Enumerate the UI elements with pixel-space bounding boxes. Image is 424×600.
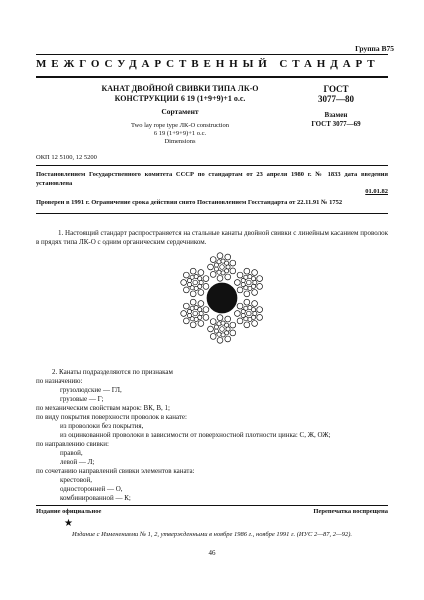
strand-wire bbox=[241, 282, 245, 286]
english-line-1: Two lay rope type ЛК-О construction bbox=[130, 122, 229, 129]
paragraph-2-heading: 2. Канаты подразделяются по признакам bbox=[52, 368, 173, 376]
strand-wire bbox=[220, 265, 225, 270]
strand-wire bbox=[237, 287, 243, 293]
top-rule bbox=[36, 54, 388, 55]
strand-wire bbox=[234, 280, 240, 286]
strand-wire bbox=[244, 299, 250, 305]
strand-wire bbox=[183, 272, 189, 278]
strand-wire bbox=[198, 270, 204, 276]
revision-note: Проверен в 1991 г. Ограничение срока действия снято Постановлением Госстандарта от 22.11.91 № 1752 bbox=[36, 199, 343, 206]
strand-wire bbox=[225, 274, 231, 280]
strand-wire bbox=[217, 275, 223, 281]
strand-wire bbox=[252, 290, 258, 296]
classification-line: по направлению свивки: bbox=[36, 440, 109, 448]
english-title bbox=[80, 122, 280, 146]
classification-line: комбинированной — К; bbox=[60, 494, 131, 502]
strand-wire bbox=[217, 337, 223, 343]
strand-wire bbox=[257, 315, 263, 321]
strand-wire bbox=[230, 322, 236, 328]
strand-wire bbox=[251, 308, 255, 312]
strand-wire bbox=[244, 275, 248, 279]
strand-wire bbox=[214, 329, 218, 333]
strand-wire bbox=[251, 277, 255, 281]
strand-wire bbox=[252, 321, 258, 327]
strand-wire bbox=[244, 291, 250, 297]
strand-wire bbox=[217, 253, 223, 259]
strand-wire bbox=[181, 311, 187, 317]
classification-line: односторонней — О, bbox=[60, 485, 123, 493]
footer-rule bbox=[36, 505, 388, 506]
strand-wire bbox=[217, 322, 221, 326]
strand-wire bbox=[198, 301, 204, 307]
paragraph-1: 1. Настоящий стандарт распространяется на стальные канаты двойной свивки с линейным касанием проволок в прядях типа ЛК-О с одним органическим сердечником. bbox=[36, 229, 388, 246]
classification-line: левой — Л; bbox=[60, 458, 95, 466]
strand-wire bbox=[224, 323, 228, 327]
strand-wire bbox=[230, 268, 236, 274]
strand-wire bbox=[193, 280, 198, 285]
strand-wire bbox=[230, 330, 236, 336]
strand-wire bbox=[187, 282, 191, 286]
strand-wire bbox=[241, 313, 245, 317]
strand-wire bbox=[203, 315, 209, 321]
classification-line: по механическим свойствам марок: ВК, В, 1; bbox=[36, 404, 170, 412]
strand-wire bbox=[230, 260, 236, 266]
standard-title bbox=[80, 84, 280, 104]
strand-wire bbox=[190, 299, 196, 305]
decree-rule bbox=[36, 213, 388, 214]
strand-wire bbox=[183, 303, 189, 309]
decree-text: Постановлением Государственного комитета СССР по стандартам от 23 апреля 1980 г. № 1833 дата введения установлена bbox=[36, 171, 388, 187]
assortment-label: Сортамент bbox=[161, 107, 199, 116]
official-edition-label: Издание официальное bbox=[36, 508, 102, 515]
banner-rule bbox=[36, 76, 388, 78]
reprint-prohibited-label: Перепечатка воспрещена bbox=[313, 508, 388, 515]
classification-line: правой, bbox=[60, 449, 83, 457]
organic-core bbox=[207, 283, 237, 313]
strand-wire bbox=[210, 271, 216, 277]
strand-wire bbox=[221, 333, 225, 337]
strand-wire bbox=[210, 319, 216, 325]
strand-wire bbox=[244, 268, 250, 274]
strand-wire bbox=[247, 280, 252, 285]
strand-wire bbox=[257, 307, 263, 313]
strand-wire bbox=[190, 306, 194, 310]
strand-wire bbox=[214, 267, 218, 271]
strand-wire bbox=[194, 317, 198, 321]
strand-wire bbox=[225, 316, 231, 322]
title-line-2: КОНСТРУКЦИИ 6 19 (1+9+9)+1 о.с. bbox=[114, 94, 246, 103]
strand-wire bbox=[208, 264, 214, 270]
classification-line: по сочетанию направлений свивки элементов каната: bbox=[36, 467, 195, 475]
okp-code: ОКП 12 5100, 12 5200 bbox=[36, 154, 97, 161]
strand-wire bbox=[203, 276, 209, 282]
classification-line: грузовые — Г; bbox=[60, 395, 104, 403]
strand-wire bbox=[181, 280, 187, 286]
replaces-block bbox=[286, 111, 386, 129]
strand-wire bbox=[183, 318, 189, 324]
strand-wire bbox=[194, 286, 198, 290]
strand-wire bbox=[217, 315, 223, 321]
strand-wire bbox=[210, 257, 216, 263]
strand-wire bbox=[248, 317, 252, 321]
strand-wire bbox=[198, 308, 202, 312]
strand-wire bbox=[247, 311, 252, 316]
english-line-3: Dimensions bbox=[164, 138, 196, 145]
classification-line: по назначению: bbox=[36, 377, 83, 385]
strand-wire bbox=[193, 311, 198, 316]
strand-wire bbox=[237, 303, 243, 309]
strand-wire bbox=[203, 284, 209, 290]
star-icon: ★ bbox=[64, 518, 73, 529]
strand-wire bbox=[220, 327, 225, 332]
strand-wire bbox=[225, 336, 231, 342]
edition-note: Издание с Изменениями № 1, 2, утвержденными в ноябре 1986 г., ноябре 1991 г. (ИУС 2—87, 2—92). bbox=[71, 531, 353, 538]
group-label: Группа В75 bbox=[355, 44, 394, 53]
strand-wire bbox=[248, 286, 252, 290]
strand-wire bbox=[190, 275, 194, 279]
strand-wire bbox=[190, 268, 196, 274]
strand-wire bbox=[203, 307, 209, 313]
strand-wire bbox=[244, 322, 250, 328]
interstate-standard-banner: МЕЖГОСУДАРСТВЕННЫЙ СТАНДАРТ bbox=[36, 58, 380, 70]
gost-number: 3077—80 bbox=[318, 94, 354, 104]
strand-wire bbox=[225, 254, 231, 260]
english-line-2: 6 19 (1+9+9)+1 о.с. bbox=[153, 130, 207, 137]
strand-wire bbox=[252, 301, 258, 307]
classification-line: из проволоки без покрытия, bbox=[60, 422, 144, 430]
strand-wire bbox=[237, 272, 243, 278]
classification-line: из оцинкованной проволоки в зависимости от поверхностной плотности цинка: С, Ж, ОЖ; bbox=[60, 431, 331, 439]
strand-wire bbox=[210, 333, 216, 339]
gost-label: ГОСТ bbox=[323, 84, 349, 94]
strand-wire bbox=[187, 313, 191, 317]
classification-line: крестовой, bbox=[60, 476, 93, 484]
strand-wire bbox=[244, 306, 248, 310]
strand-wire bbox=[198, 290, 204, 296]
okp-rule bbox=[36, 165, 388, 166]
strand-wire bbox=[257, 284, 263, 290]
strand-wire bbox=[198, 321, 204, 327]
title-line-1: КАНАТ ДВОЙНОЙ СВИВКИ ТИПА ЛК-О bbox=[101, 84, 259, 93]
strand-wire bbox=[190, 322, 196, 328]
strand-wire bbox=[252, 270, 258, 276]
gost-designation bbox=[296, 84, 376, 104]
introduction-date: 01.01.82 bbox=[365, 188, 388, 195]
replace-label: Взамен bbox=[324, 111, 348, 119]
page-number: 46 bbox=[208, 549, 216, 557]
rope-cross-section-figure bbox=[174, 250, 270, 346]
strand-wire bbox=[217, 260, 221, 264]
strand-wire bbox=[221, 271, 225, 275]
replace-value: ГОСТ 3077—69 bbox=[311, 120, 361, 128]
classification-line: по виду покрытия поверхности проволок в канате: bbox=[36, 413, 187, 421]
strand-wire bbox=[208, 326, 214, 332]
strand-wire bbox=[234, 311, 240, 317]
strand-wire bbox=[190, 291, 196, 297]
strand-wire bbox=[224, 261, 228, 265]
strand-wire bbox=[198, 277, 202, 281]
classification-line: грузолюдские — ГЛ, bbox=[60, 386, 122, 394]
strand-wire bbox=[183, 287, 189, 293]
strand-wire bbox=[237, 318, 243, 324]
strand-wire bbox=[257, 276, 263, 282]
